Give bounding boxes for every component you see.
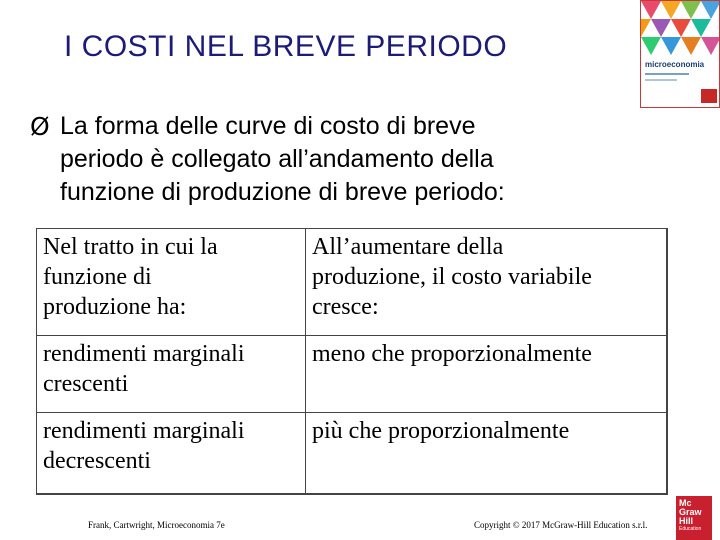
bullet-text: La forma delle curve di costo di breve periodo è collegato all’andamento della funzione di produzione di breve periodo: bbox=[60, 112, 505, 206]
cover-title: microeconomia bbox=[645, 60, 705, 69]
table-cell bbox=[306, 229, 668, 336]
table-row bbox=[37, 229, 668, 336]
bullet-point bbox=[30, 110, 650, 209]
cover-author-line bbox=[645, 79, 677, 81]
row-2-cell-1: rendimenti marginali decrescenti bbox=[43, 418, 245, 474]
footer-citation: Frank, Cartwright, Microeconomia 7e bbox=[88, 520, 225, 530]
header-cell-2: All’aumentare della produzione, il costo variabile cresce: bbox=[312, 234, 592, 320]
logo-line-2: Graw bbox=[679, 507, 702, 517]
row-1-cell-1: rendimenti marginali crescenti bbox=[43, 341, 245, 397]
logo-education: Education bbox=[679, 526, 702, 532]
table-cell bbox=[37, 413, 306, 495]
row-1-cell-2: meno che proporzionalmente bbox=[312, 341, 592, 367]
table-cell bbox=[306, 413, 668, 495]
book-cover-image bbox=[640, 0, 720, 108]
table-row bbox=[37, 413, 668, 495]
table-cell bbox=[37, 336, 306, 413]
cover-graphic bbox=[641, 1, 720, 59]
table-cell bbox=[37, 229, 306, 336]
cost-table bbox=[36, 228, 668, 495]
footer-copyright: Copyright © 2017 McGraw-Hill Education s.r.l. bbox=[474, 520, 648, 530]
table-row bbox=[37, 336, 668, 413]
table-cell bbox=[306, 336, 668, 413]
mcgraw-hill-logo bbox=[676, 496, 712, 540]
logo-line-1: Mc bbox=[679, 498, 692, 508]
header-cell-1: Nel tratto in cui la funzione di produzione ha: bbox=[43, 234, 218, 320]
cover-subtitle-line bbox=[645, 73, 689, 75]
cover-publisher-logo bbox=[701, 89, 717, 103]
row-2-cell-2: più che proporzionalmente bbox=[312, 418, 570, 444]
slide-title: I COSTI NEL BREVE PERIODO bbox=[64, 30, 508, 63]
arrow-bullet-icon: Ø bbox=[30, 112, 50, 141]
logo-line-3: Hill bbox=[679, 516, 694, 526]
